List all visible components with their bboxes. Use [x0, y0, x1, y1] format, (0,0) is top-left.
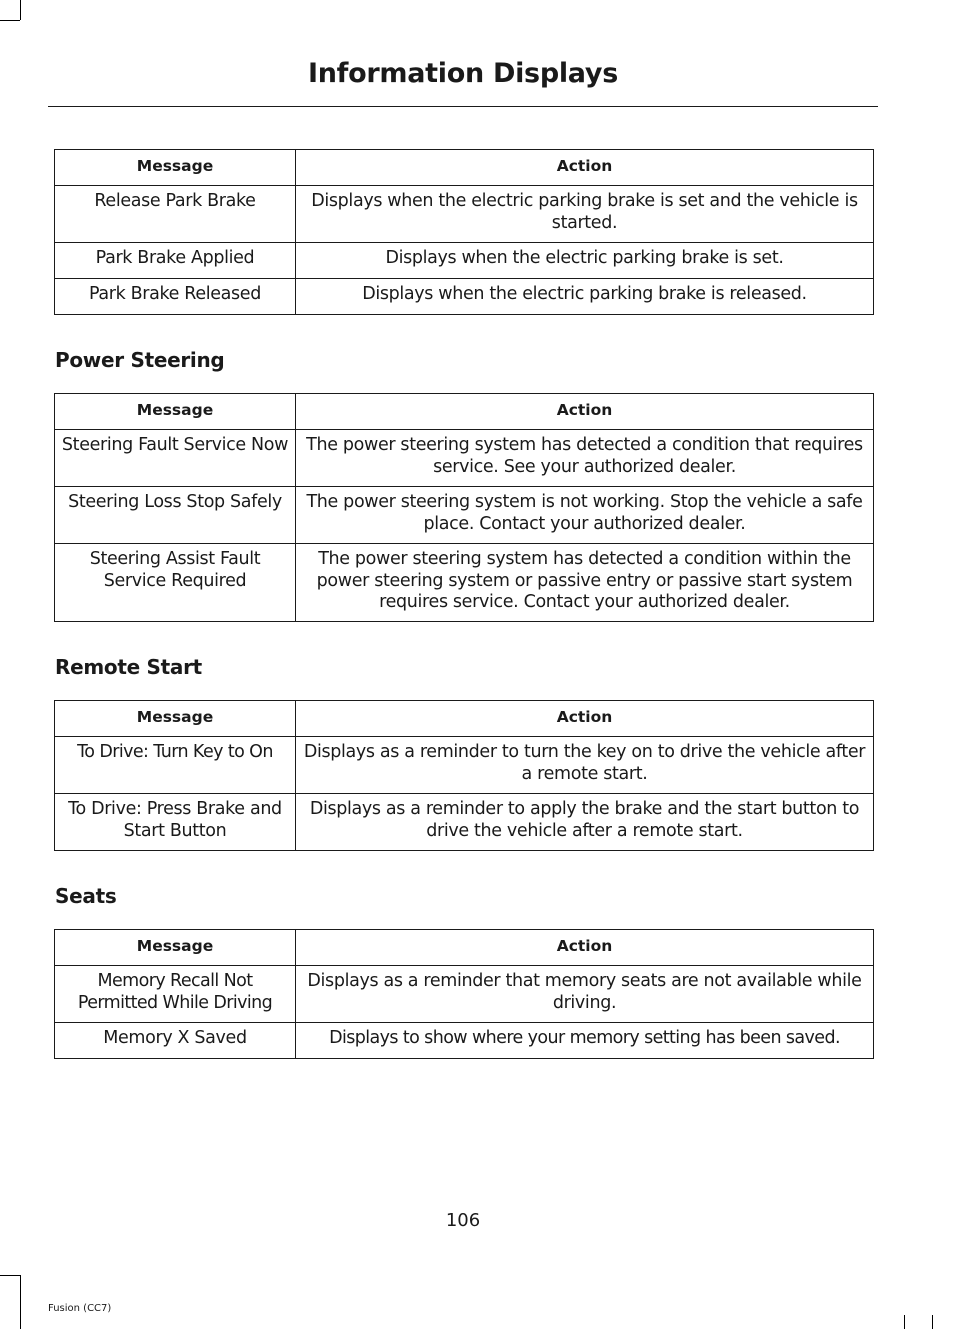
- column-header-message: Message: [55, 150, 296, 186]
- message-cell: Steering Fault Service Now: [55, 430, 296, 487]
- column-header-message: Message: [55, 930, 296, 966]
- column-header-action: Action: [296, 701, 874, 737]
- column-header-action: Action: [296, 930, 874, 966]
- footer-model-label: Fusion (CC7): [48, 1303, 112, 1314]
- action-cell: Displays as a reminder to turn the key on to drive the vehicle after a remote start.: [296, 737, 874, 794]
- crop-mark: [0, 20, 20, 21]
- table-row: [55, 186, 874, 243]
- seats-table: [54, 929, 874, 1059]
- message-cell: Park Brake Applied: [55, 243, 296, 279]
- table-row: [55, 487, 874, 544]
- action-cell: The power steering system has detected a condition within the power steering system or passive entry or passive start system requires service. Contact your authorized dealer.: [296, 544, 874, 622]
- column-header-message: Message: [55, 394, 296, 430]
- table-row: [55, 430, 874, 487]
- column-header-action: Action: [296, 150, 874, 186]
- message-cell: To Drive: Press Brake and Start Button: [55, 794, 296, 851]
- message-cell: Memory X Saved: [55, 1023, 296, 1059]
- remote-start-table: [54, 700, 874, 851]
- crop-mark: [0, 1275, 20, 1276]
- crop-mark: [904, 1315, 905, 1329]
- section-heading-seats: Seats: [55, 884, 117, 908]
- table-row: [55, 794, 874, 851]
- table-row: [55, 243, 874, 279]
- table-row: [55, 737, 874, 794]
- action-cell: Displays to show where your memory setting has been saved.: [296, 1023, 874, 1059]
- table-header-row: [55, 394, 874, 430]
- action-cell: The power steering system is not working. Stop the vehicle a safe place. Contact your authorized dealer.: [296, 487, 874, 544]
- action-cell: Displays as a reminder to apply the brake and the start button to drive the vehicle after a remote start.: [296, 794, 874, 851]
- message-cell: Memory Recall Not Permitted While Driving: [55, 966, 296, 1023]
- table-row: [55, 1023, 874, 1059]
- message-cell: Steering Loss Stop Safely: [55, 487, 296, 544]
- page-title: Information Displays: [308, 58, 618, 89]
- message-cell: To Drive: Turn Key to On: [55, 737, 296, 794]
- action-cell: Displays when the electric parking brake is set and the vehicle is started.: [296, 186, 874, 243]
- park-brake-table: [54, 149, 874, 315]
- message-cell: Release Park Brake: [55, 186, 296, 243]
- action-cell: Displays as a reminder that memory seats are not available while driving.: [296, 966, 874, 1023]
- section-heading-power-steering: Power Steering: [55, 348, 225, 372]
- message-cell: Steering Assist Fault Service Required: [55, 544, 296, 622]
- table-row: [55, 279, 874, 315]
- table-header-row: [55, 930, 874, 966]
- crop-mark: [20, 0, 21, 20]
- table-row: [55, 966, 874, 1023]
- message-cell: Park Brake Released: [55, 279, 296, 315]
- title-divider: [48, 106, 878, 107]
- table-header-row: [55, 701, 874, 737]
- section-heading-remote-start: Remote Start: [55, 655, 202, 679]
- column-header-message: Message: [55, 701, 296, 737]
- column-header-action: Action: [296, 394, 874, 430]
- page-number: 106: [445, 1210, 481, 1231]
- action-cell: Displays when the electric parking brake is released.: [296, 279, 874, 315]
- action-cell: The power steering system has detected a condition that requires service. See your authorized dealer.: [296, 430, 874, 487]
- table-row: [55, 544, 874, 622]
- power-steering-table: [54, 393, 874, 622]
- table-header-row: [55, 150, 874, 186]
- crop-mark: [20, 1275, 21, 1329]
- action-cell: Displays when the electric parking brake is set.: [296, 243, 874, 279]
- crop-mark: [932, 1315, 933, 1329]
